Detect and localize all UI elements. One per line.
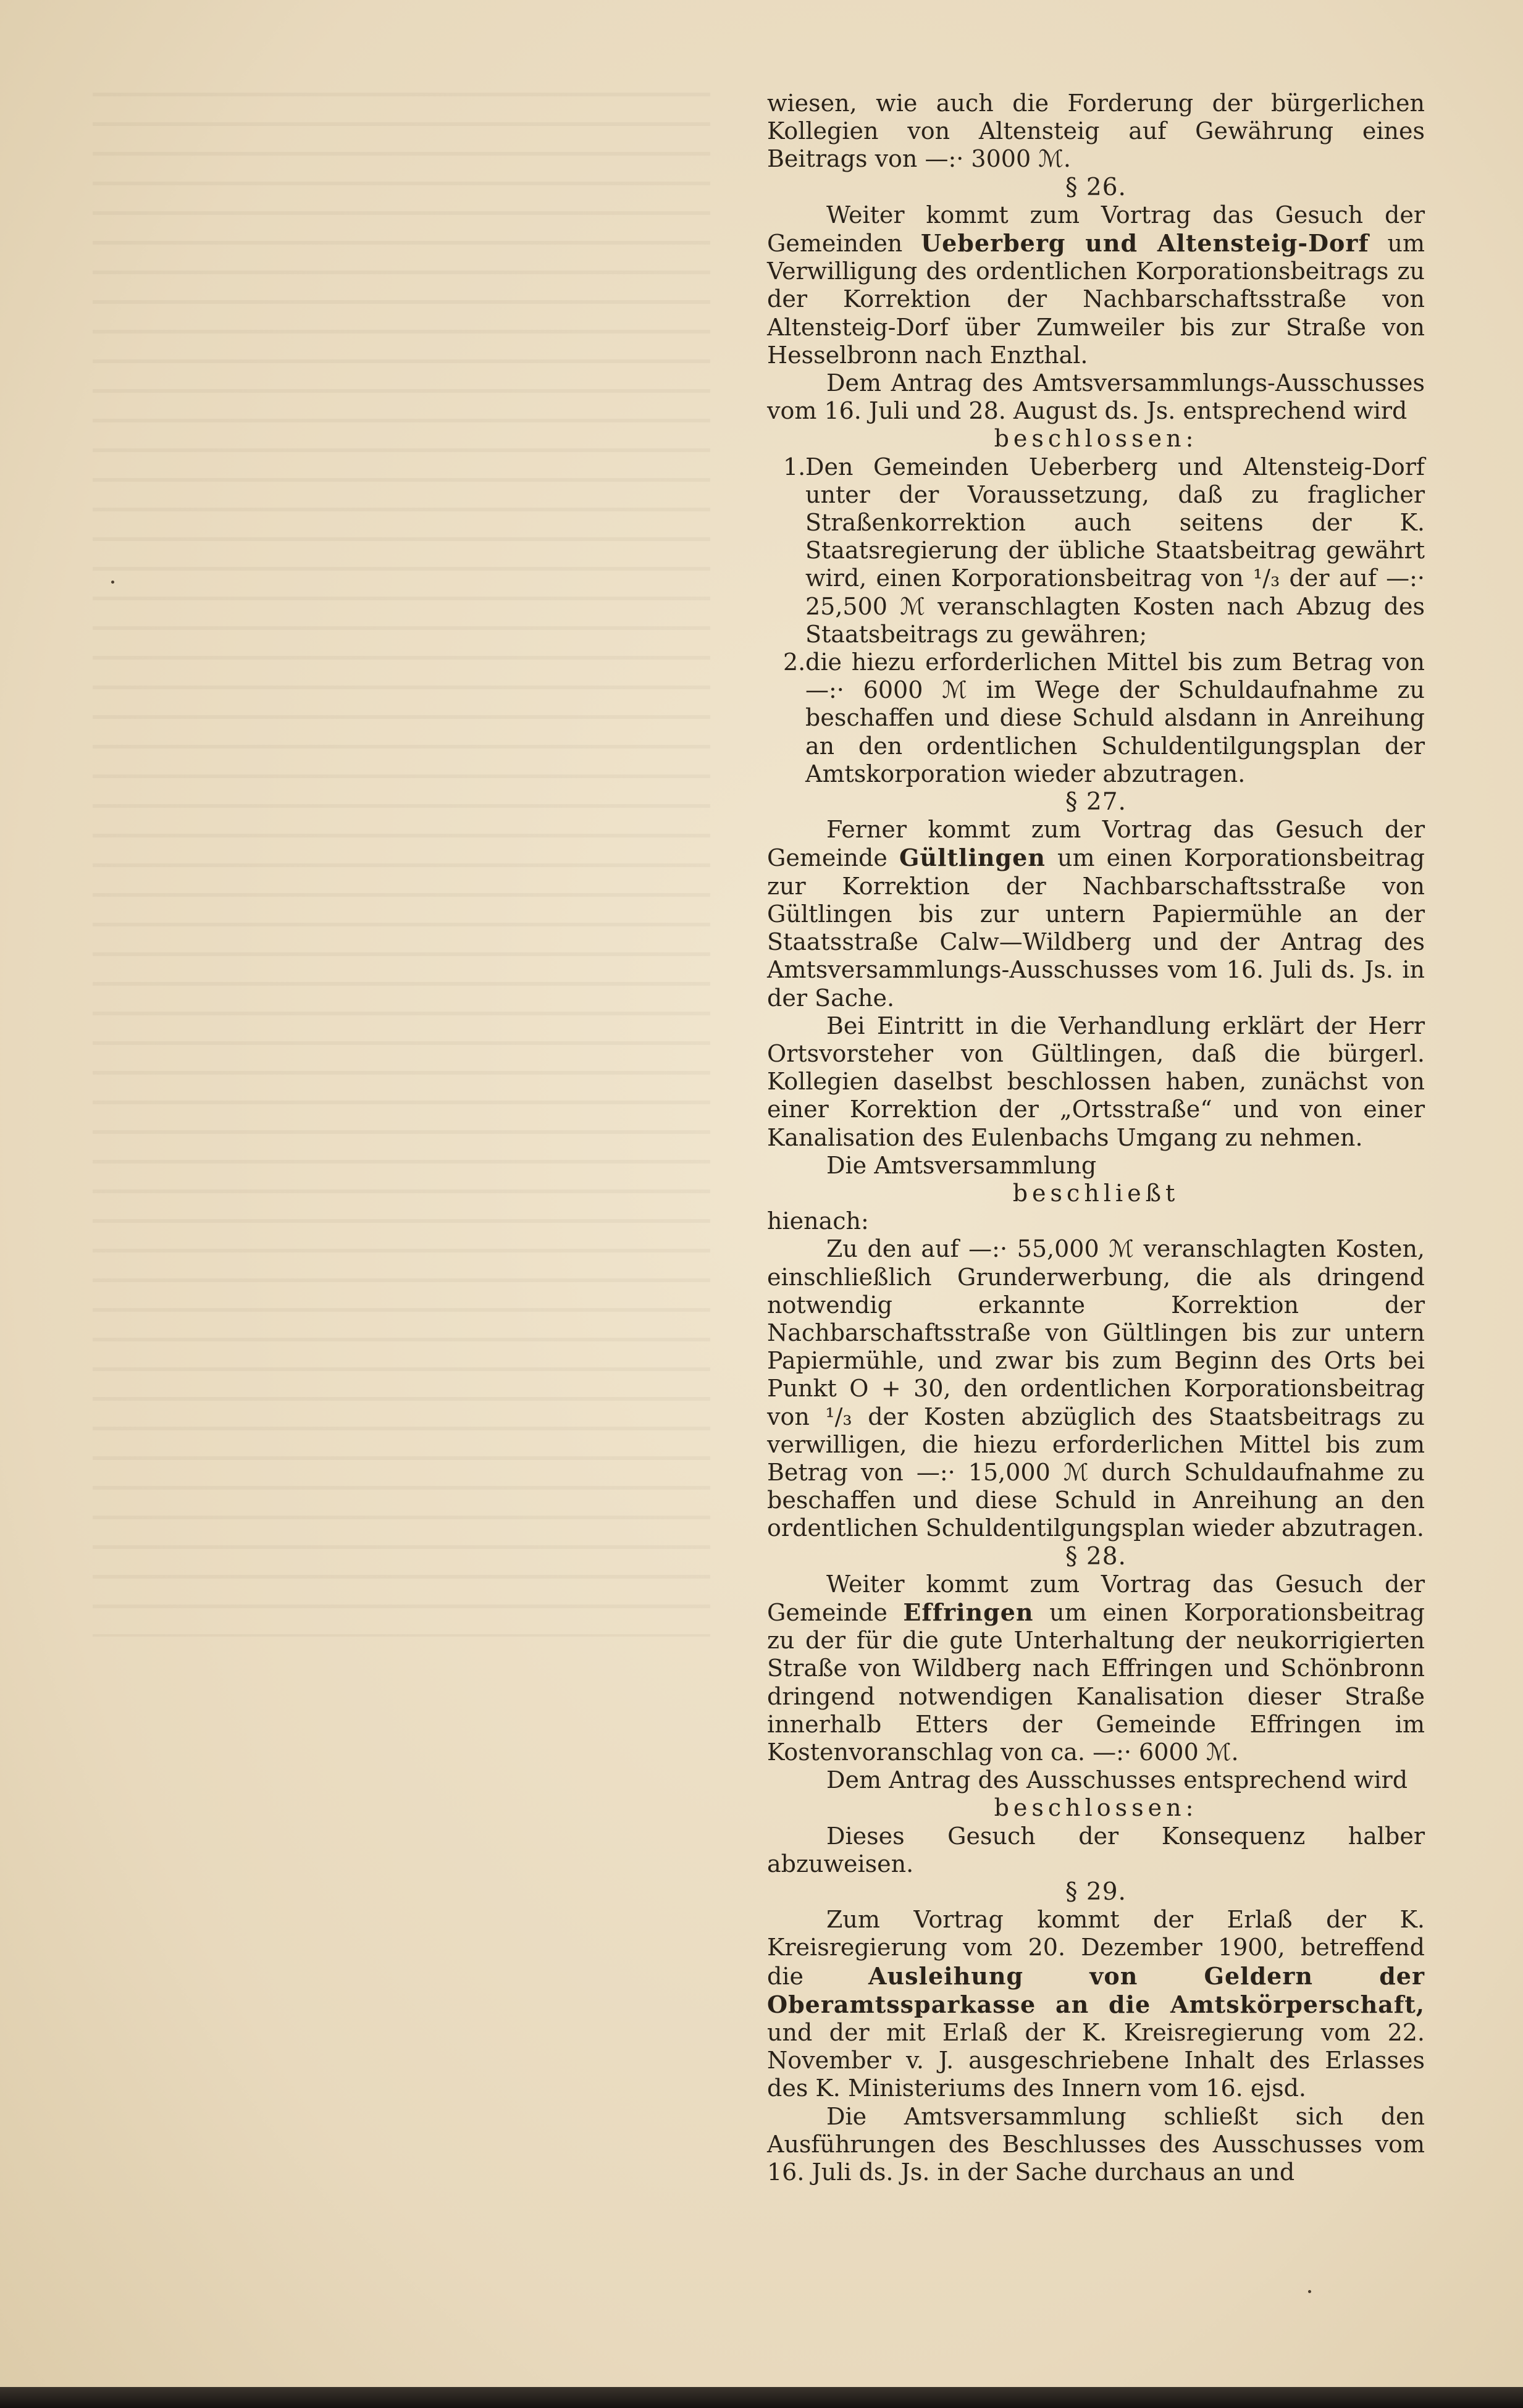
bleed-through-shadow bbox=[93, 93, 710, 1637]
section-27-paragraph-2: Bei Eintritt in die Verhandlung erklärt der Herr Ortsvorsteher von Gültlingen, daß die bürgerl. Kollegien daselbst beschlossen haben, zunächst von einer Korrektion der „Ortsstraße“ und von einer Kanalisation des Eulenbachs Umgang zu nehmen. bbox=[767, 1012, 1425, 1151]
section-26-resolved: beschlossen: bbox=[994, 425, 1198, 453]
section-28-paragraph-2: Dem Antrag des Ausschusses entsprechend wird bbox=[826, 1766, 1408, 1794]
section-26-heading: § 26. bbox=[1065, 173, 1127, 201]
item-number: 2. bbox=[783, 648, 806, 676]
section-26-municipalities: Ueberberg und Altensteig-Dorf bbox=[920, 229, 1369, 258]
section-28-municipality: Effringen bbox=[903, 1598, 1034, 1626]
text-column bbox=[767, 90, 1425, 2186]
paper-speck bbox=[1308, 2290, 1311, 2293]
section-28-paragraph-1: Weiter kommt zum Vortrag das Gesuch der Gemeinde Effringen um einen Korporationsbeitrag zu der für die gute Unterhaltung der neukorrigierten Straße von Wildberg nach Effringen und Schönbronn dringend notwendigen Kanalisation dieser Straße innerhalb Etters der Gemeinde Effringen im Kostenvoranschlag von ca. —:· 6000 ℳ. bbox=[767, 1570, 1425, 1766]
section-27-municipality: Gültlingen bbox=[899, 844, 1046, 872]
section-26-paragraph-2: Dem Antrag des Amtsversammlungs-Ausschusses vom 16. Juli und 28. August ds. Js. entsprechend wird bbox=[767, 369, 1425, 425]
section-27-paragraph-4: Zu den auf —:· 55,000 ℳ veranschlagten Kosten, einschließlich Grunderwerbung, die als dringend notwendig erkannte Korrektion der Nachbarschaftsstraße von Gültlingen bis zur untern Papiermühle, und zwar bis zum Beginn des Orts bei Punkt O + 30, den ordentlichen Korporationsbeitrag von ¹/₃ der Kosten abzüglich des Staatsbeitrags zu verwilligen, die hiezu erforderlichen Mittel bis zum Betrag von —:· 15,000 ℳ durch Schuldaufnahme zu beschaffen und diese Schuld in Anreihung an den ordentlichen Schuldentilgungsplan wieder abzutragen. bbox=[767, 1235, 1425, 1542]
section-29-heading: § 29. bbox=[1065, 1878, 1127, 1906]
section-28-paragraph-3: Dieses Gesuch der Konsequenz halber abzuweisen. bbox=[767, 1822, 1425, 1877]
section-29-subject: Ausleihung von Geldern der Oberamtssparkasse an die Amtskörperschaft, bbox=[767, 1961, 1425, 2018]
section-26-paragraph-1: Weiter kommt zum Vortrag das Gesuch der Gemeinden Ueberberg und Altensteig-Dorf um Verwilligung des ordentlichen Korporationsbeitrags zu der Korrektion der Nachbarschaftsstraße von Altensteig-Dorf über Zumweiler bis zur Straße von Hesselbronn nach Enzthal. bbox=[767, 201, 1425, 369]
section-27-paragraph-3: Die Amtsversammlung bbox=[826, 1151, 1097, 1179]
section-27-paragraph-1: Ferner kommt zum Vortrag das Gesuch der Gemeinde Gültlingen um einen Korporationsbeitrag zur Korrektion der Nachbarschaftsstraße von Gültlingen bis zur untern Papiermühle an der Staatsstraße Calw—Wildberg und der Antrag des Amtsversammlungs-Ausschusses vom 16. Juli ds. Js. in der Sache. bbox=[767, 816, 1425, 1012]
section-29-paragraph-1: Zum Vortrag kommt der Erlaß der K. Kreisregierung vom 20. Dezember 1900, betreffend die Ausleihung von Geldern der Oberamtssparkasse an die Amtskörperschaft, und der mit Erlaß der K. Kreisregierung vom 22. November v. J. ausgeschriebene Inhalt des Erlasses des K. Ministeriums des Innern vom 16. ejsd. bbox=[767, 1906, 1425, 2102]
intro-paragraph: wiesen, wie auch die Forderung der bürgerlichen Kollegien von Altensteig auf Gewährung eines Beitrags von —:· 3000 ℳ. bbox=[767, 90, 1425, 173]
section-28-resolved: beschlossen: bbox=[994, 1794, 1198, 1822]
item-number: 1. bbox=[783, 453, 806, 480]
section-26-item-2: 2. die hiezu erforderlichen Mittel bis zum Betrag von —:· 6000 ℳ im Wege der Schuldaufnahme zu beschaffen und diese Schuld alsdann in Anreihung an den ordentlichen Schuldentilgungsplan der Amtskorporation wieder abzutragen. bbox=[783, 648, 1425, 787]
section-27-heading: § 27. bbox=[1065, 788, 1127, 816]
section-27-hienach: hienach: bbox=[767, 1207, 869, 1235]
scan-edge-shadow bbox=[0, 2387, 1523, 2408]
section-26-item-1: 1. Den Gemeinden Ueberberg und Altensteig-Dorf unter der Voraussetzung, daß zu fraglicher Straßenkorrektion auch seitens der K. Staatsregierung der übliche Staatsbeitrag gewährt wird, einen Korporationsbeitrag von ¹/₃ der auf —:· 25,500 ℳ veranschlagten Kosten nach Abzug des Staatsbeitrags zu gewähren; bbox=[783, 453, 1425, 648]
section-27-resolved: beschließt bbox=[1012, 1179, 1180, 1207]
section-29-paragraph-2: Die Amtsversammlung schließt sich den Ausführungen des Beschlusses des Ausschusses vom 16. Juli ds. Js. in der Sache durchaus an und bbox=[767, 2102, 1425, 2186]
section-28-heading: § 28. bbox=[1065, 1542, 1127, 1571]
paper-speck bbox=[111, 581, 114, 584]
